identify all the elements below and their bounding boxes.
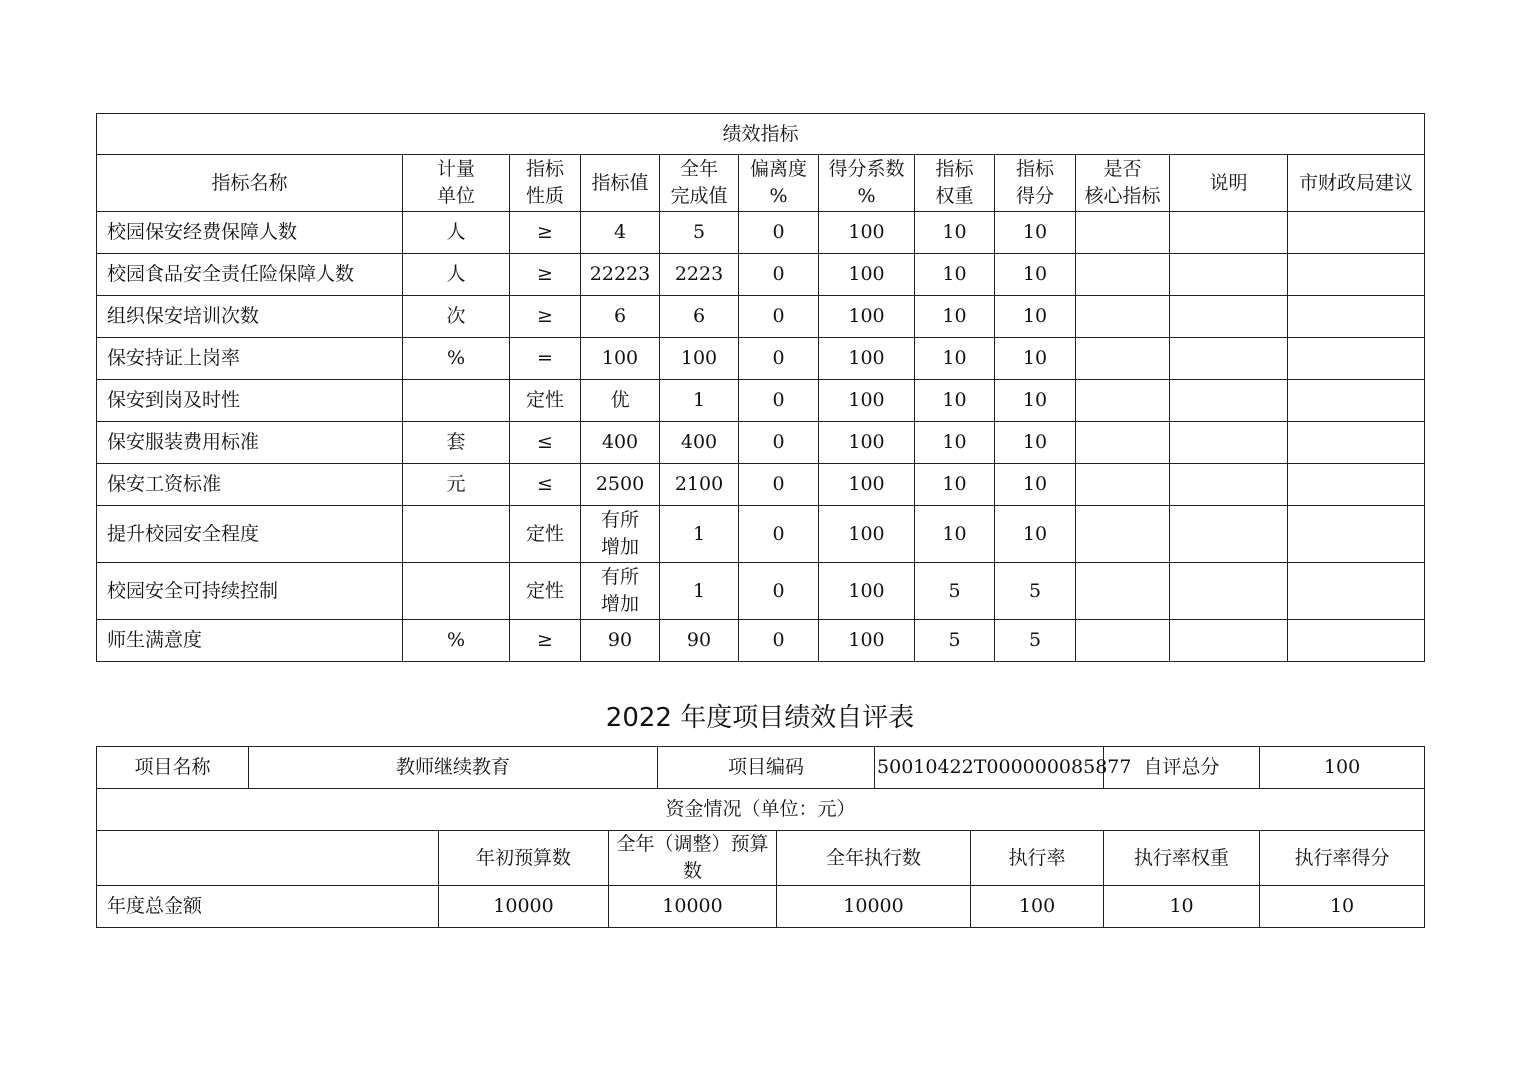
indicator-row [97,296,1425,338]
project-name-label: 项目名称 [97,747,249,789]
indicator-name-cell: 保安持证上岗率 [97,338,403,380]
indicator-weight-cell: 10 [915,464,995,506]
funds-section-title: 资金情况（单位：元） [97,789,1425,831]
indicator-name-cell: 提升校园安全程度 [97,506,403,563]
funds-rate-weight: 10 [1104,886,1260,928]
indicator-target-cell: 2500 [581,464,660,506]
indicator-note-cell [1170,212,1288,254]
indicator-weight-cell: 10 [915,338,995,380]
indicator-target-cell: 90 [581,620,660,662]
indicator-weight-cell: 10 [915,212,995,254]
funds-total-row [97,886,1425,928]
funds-header-blank [97,831,439,886]
indicator-deviation-cell: 0 [739,506,819,563]
indicator-note-cell [1170,338,1288,380]
indicator-advice-cell [1288,212,1425,254]
indicator-row [97,506,1425,563]
indicator-nature-cell: ≥ [510,620,581,662]
indicator-score-cell: 10 [995,338,1076,380]
indicator-row [97,422,1425,464]
indicator-coef-cell: 100 [819,620,915,662]
funds-rate: 100 [971,886,1104,928]
indicator-deviation-cell: 0 [739,254,819,296]
project-name: 教师继续教育 [249,747,658,789]
indicator-coef-cell: 100 [819,563,915,620]
indicator-unit-cell: 人 [403,212,510,254]
column-header-row [97,155,1425,212]
indicator-score-cell: 10 [995,422,1076,464]
header-nature: 指标 性质 [510,155,581,212]
indicator-advice-cell [1288,620,1425,662]
indicator-name-cell: 校园安全可持续控制 [97,563,403,620]
indicator-nature-cell: 定性 [510,563,581,620]
funds-header-rate-score: 执行率得分 [1260,831,1425,886]
indicator-coef-cell: 100 [819,254,915,296]
indicator-score-cell: 10 [995,254,1076,296]
funds-row-label: 年度总金额 [97,886,439,928]
indicator-core-cell [1076,254,1170,296]
indicator-target-cell: 有所 增加 [581,506,660,563]
indicator-actual-cell: 1 [660,563,739,620]
indicator-actual-cell: 2100 [660,464,739,506]
indicator-core-cell [1076,422,1170,464]
indicator-actual-cell: 5 [660,212,739,254]
funds-adjusted: 10000 [609,886,777,928]
indicator-coef-cell: 100 [819,506,915,563]
indicator-advice-cell [1288,422,1425,464]
indicator-deviation-cell: 0 [739,212,819,254]
funds-header-rate: 执行率 [971,831,1104,886]
indicator-coef-cell: 100 [819,380,915,422]
indicator-actual-cell: 1 [660,380,739,422]
indicator-name-cell: 保安服装费用标准 [97,422,403,464]
indicator-score-cell: 5 [995,620,1076,662]
indicator-nature-cell: ≥ [510,296,581,338]
header-name: 指标名称 [97,155,403,212]
project-code-label: 项目编码 [658,747,875,789]
indicator-advice-cell [1288,296,1425,338]
indicator-target-cell: 有所 增加 [581,563,660,620]
indicator-core-cell [1076,464,1170,506]
indicator-nature-cell: ≤ [510,422,581,464]
indicator-score-cell: 10 [995,506,1076,563]
indicator-score-cell: 10 [995,212,1076,254]
indicator-note-cell [1170,380,1288,422]
indicator-target-cell: 优 [581,380,660,422]
indicator-nature-cell: ≤ [510,464,581,506]
indicator-unit-cell: % [403,338,510,380]
funds-executed: 10000 [777,886,971,928]
header-score: 指标 得分 [995,155,1076,212]
indicator-unit-cell: 人 [403,254,510,296]
indicator-advice-cell [1288,380,1425,422]
funds-header-row [97,831,1425,886]
indicator-actual-cell: 100 [660,338,739,380]
indicator-weight-cell: 10 [915,296,995,338]
indicator-core-cell [1076,380,1170,422]
indicator-target-cell: 4 [581,212,660,254]
funds-header-executed: 全年执行数 [777,831,971,886]
total-score-label: 自评总分 [1104,747,1260,789]
indicator-nature-cell: ≥ [510,212,581,254]
header-target: 指标值 [581,155,660,212]
indicator-coef-cell: 100 [819,422,915,464]
indicator-actual-cell: 400 [660,422,739,464]
indicator-target-cell: 100 [581,338,660,380]
indicator-core-cell [1076,563,1170,620]
indicator-coef-cell: 100 [819,464,915,506]
funds-header-initial: 年初预算数 [439,831,609,886]
indicator-nature-cell: 定性 [510,506,581,563]
indicator-target-cell: 22223 [581,254,660,296]
indicator-unit-cell [403,380,510,422]
total-score: 100 [1260,747,1425,789]
funds-header-rate-weight: 执行率权重 [1104,831,1260,886]
indicator-row [97,620,1425,662]
indicator-coef-cell: 100 [819,338,915,380]
performance-indicator-table [96,113,1425,662]
indicator-unit-cell: 套 [403,422,510,464]
funds-header-adjusted: 全年（调整）预算数 [609,831,777,886]
indicator-core-cell [1076,506,1170,563]
indicator-weight-cell: 10 [915,422,995,464]
indicator-advice-cell [1288,563,1425,620]
indicator-row [97,563,1425,620]
indicator-weight-cell: 10 [915,254,995,296]
indicator-deviation-cell: 0 [739,563,819,620]
indicator-score-cell: 10 [995,380,1076,422]
indicator-weight-cell: 5 [915,620,995,662]
indicator-score-cell: 10 [995,464,1076,506]
indicator-unit-cell: 元 [403,464,510,506]
indicator-weight-cell: 10 [915,380,995,422]
indicator-row [97,254,1425,296]
indicator-unit-cell: 次 [403,296,510,338]
indicator-unit-cell [403,563,510,620]
indicator-target-cell: 6 [581,296,660,338]
header-coef: 得分系数 % [819,155,915,212]
indicator-name-cell: 校园保安经费保障人数 [97,212,403,254]
form-title: 2022 年度项目绩效自评表 [605,703,915,733]
header-actual: 全年 完成值 [660,155,739,212]
funds-rate-score: 10 [1260,886,1425,928]
header-core: 是否 核心指标 [1076,155,1170,212]
indicator-deviation-cell: 0 [739,296,819,338]
indicator-core-cell [1076,296,1170,338]
indicator-core-cell [1076,212,1170,254]
indicator-nature-cell: = [510,338,581,380]
indicator-actual-cell: 90 [660,620,739,662]
indicator-score-cell: 5 [995,563,1076,620]
header-unit: 计量 单位 [403,155,510,212]
indicator-unit-cell: % [403,620,510,662]
project-info-row [97,747,1425,789]
indicator-row [97,464,1425,506]
indicator-advice-cell [1288,338,1425,380]
indicator-row [97,338,1425,380]
indicator-name-cell: 保安到岗及时性 [97,380,403,422]
project-summary-table [96,746,1425,928]
indicator-name-cell: 校园食品安全责任险保障人数 [97,254,403,296]
indicator-score-cell: 10 [995,296,1076,338]
indicator-note-cell [1170,620,1288,662]
indicator-deviation-cell: 0 [739,422,819,464]
indicator-target-cell: 400 [581,422,660,464]
header-deviation: 偏离度 % [739,155,819,212]
indicator-deviation-cell: 0 [739,464,819,506]
indicator-coef-cell: 100 [819,212,915,254]
indicator-weight-cell: 10 [915,506,995,563]
indicator-note-cell [1170,296,1288,338]
indicator-unit-cell [403,506,510,563]
indicator-actual-cell: 6 [660,296,739,338]
indicator-actual-cell: 2223 [660,254,739,296]
indicator-advice-cell [1288,506,1425,563]
indicator-name-cell: 保安工资标准 [97,464,403,506]
indicator-core-cell [1076,338,1170,380]
project-code: 50010422T000000085877 [875,747,1104,789]
indicator-row [97,212,1425,254]
section-title: 绩效指标 [97,114,1425,155]
indicator-advice-cell [1288,464,1425,506]
indicator-note-cell [1170,563,1288,620]
header-note: 说明 [1170,155,1288,212]
header-advice: 市财政局建议 [1288,155,1425,212]
indicator-note-cell [1170,254,1288,296]
indicator-note-cell [1170,464,1288,506]
indicator-weight-cell: 5 [915,563,995,620]
indicator-deviation-cell: 0 [739,338,819,380]
indicator-deviation-cell: 0 [739,620,819,662]
indicator-deviation-cell: 0 [739,380,819,422]
indicator-row [97,380,1425,422]
indicator-name-cell: 师生满意度 [97,620,403,662]
indicator-note-cell [1170,422,1288,464]
funds-initial: 10000 [439,886,609,928]
indicator-nature-cell: 定性 [510,380,581,422]
indicator-core-cell [1076,620,1170,662]
indicator-actual-cell: 1 [660,506,739,563]
indicator-nature-cell: ≥ [510,254,581,296]
indicator-coef-cell: 100 [819,296,915,338]
indicator-note-cell [1170,506,1288,563]
header-weight: 指标 权重 [915,155,995,212]
indicator-advice-cell [1288,254,1425,296]
indicator-name-cell: 组织保安培训次数 [97,296,403,338]
